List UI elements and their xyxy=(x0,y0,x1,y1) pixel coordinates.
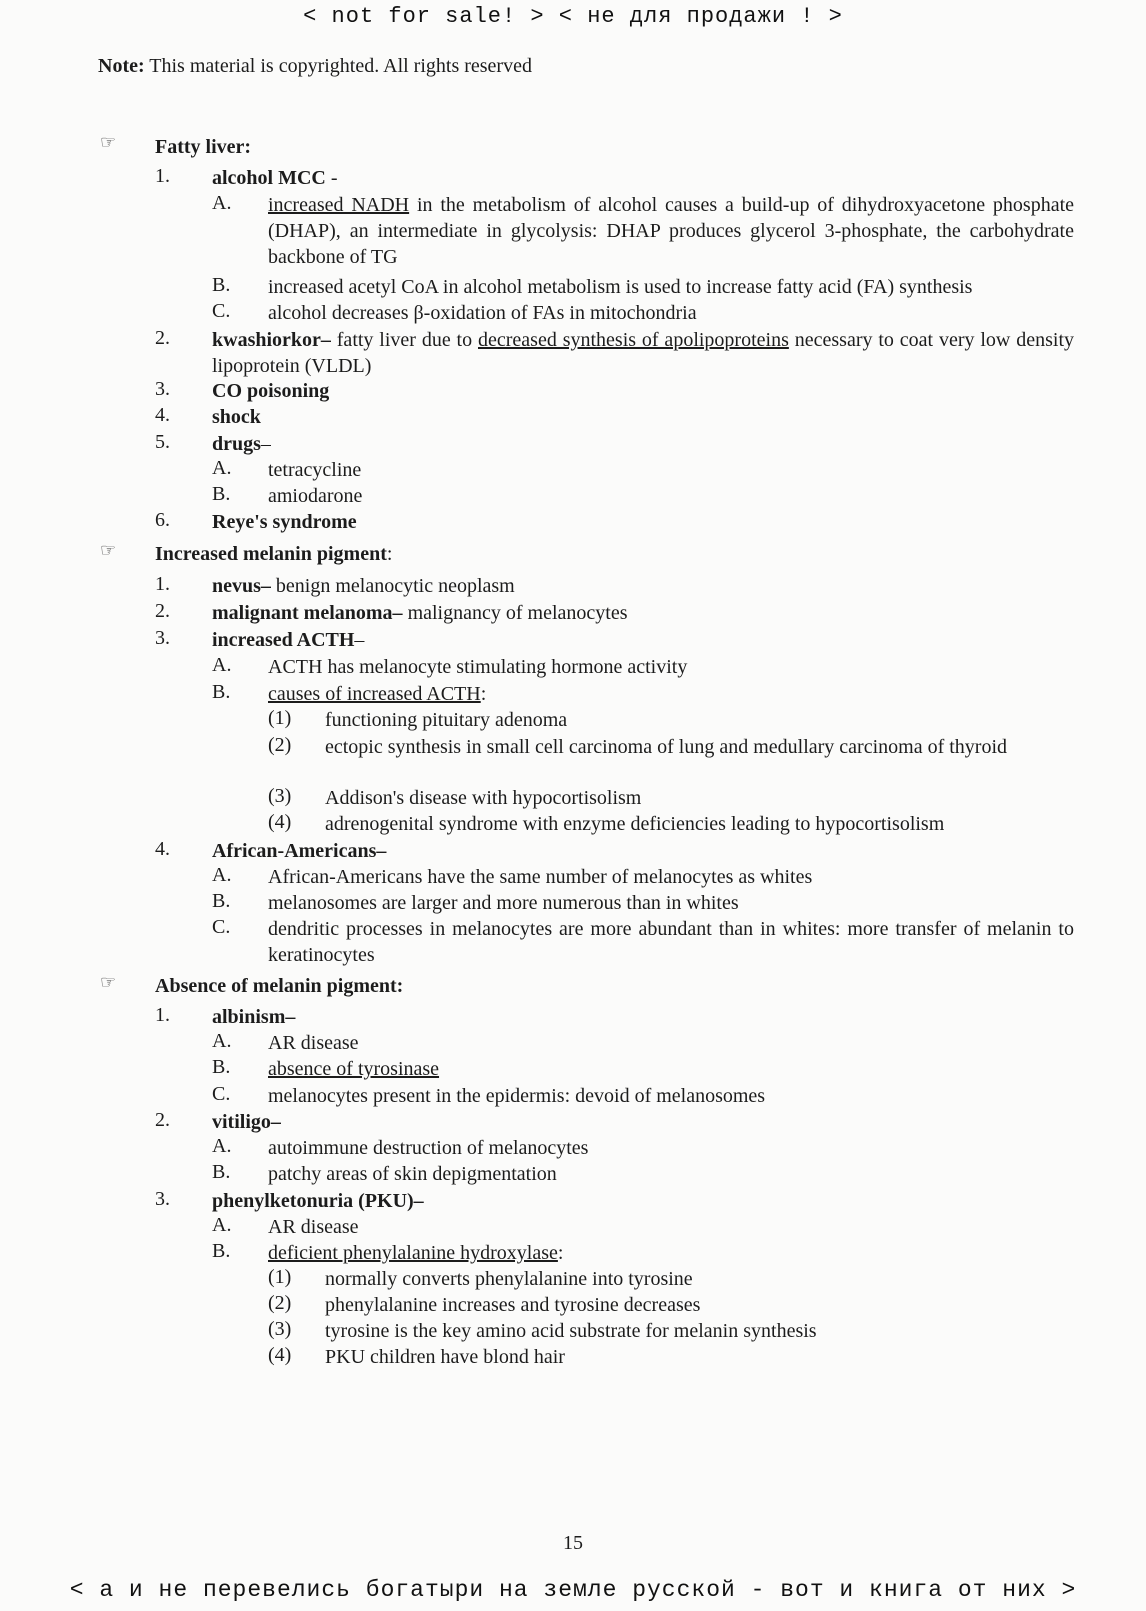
item-number: 4. xyxy=(155,838,170,860)
list-item: tetracycline xyxy=(268,459,362,481)
list-item: absence of tyrosinase xyxy=(268,1058,440,1080)
section-title-absence-melanin: Absence of melanin pigment: xyxy=(155,975,404,997)
list-item: AR disease xyxy=(268,1032,359,1054)
list-item: CO poisoning xyxy=(212,380,330,402)
note-label: Note: xyxy=(98,55,145,77)
item-number: 3. xyxy=(155,1188,170,1210)
bottom-banner: < а и не перевелись богатыри на земле русской - вот и книга от них > xyxy=(69,1577,1077,1603)
item-letter: C. xyxy=(212,1083,231,1105)
list-item: Reye's syndrome xyxy=(212,511,357,533)
list-item: causes of increased ACTH: xyxy=(268,683,487,705)
list-item: shock xyxy=(212,406,261,428)
list-item: albinism– xyxy=(212,1006,296,1028)
item-paren: (4) xyxy=(268,1344,292,1366)
list-item: normally converts phenylalanine into tyrosine xyxy=(325,1268,693,1290)
item-number: 2. xyxy=(155,1109,170,1131)
pointing-hand-icon: ☞ xyxy=(100,132,117,153)
list-item: functioning pituitary adenoma xyxy=(325,709,568,731)
item-paren: (1) xyxy=(268,707,292,729)
list-item: increased ACTH– xyxy=(212,629,365,651)
item-letter: A. xyxy=(212,654,232,676)
list-item: nevus– benign melanocytic neoplasm xyxy=(212,575,515,597)
list-item: alcohol MCC - xyxy=(212,167,338,189)
item-letter: A. xyxy=(212,864,232,886)
list-item: autoimmune destruction of melanocytes xyxy=(268,1137,589,1159)
item-letter: B. xyxy=(212,890,231,912)
item-letter: B. xyxy=(212,681,231,703)
list-item: ACTH has melanocyte stimulating hormone activity xyxy=(268,656,688,678)
item-letter: B. xyxy=(212,1161,231,1183)
copyright-note xyxy=(98,55,532,78)
list-item: drugs– xyxy=(212,433,271,455)
item-number: 4. xyxy=(155,404,170,426)
list-item: adrenogenital syndrome with enzyme deficiencies leading to hypocortisolism xyxy=(325,813,945,835)
top-banner: < not for sale! > < не для продажи ! > xyxy=(303,4,843,29)
list-item: phenylalanine increases and tyrosine decreases xyxy=(325,1294,701,1316)
list-item: PKU children have blond hair xyxy=(325,1346,565,1368)
pointing-hand-icon: ☞ xyxy=(100,972,117,993)
list-item: melanosomes are larger and more numerous than in whites xyxy=(268,892,739,914)
item-letter: B. xyxy=(212,483,231,505)
list-item: melanocytes present in the epidermis: devoid of melanosomes xyxy=(268,1085,766,1107)
item-number: 6. xyxy=(155,509,170,531)
item-number: 3. xyxy=(155,627,170,649)
section-title-fatty-liver: Fatty liver: xyxy=(155,136,252,158)
page-number: 15 xyxy=(563,1532,583,1554)
list-item: phenylketonuria (PKU)– xyxy=(212,1190,424,1212)
item-letter: C. xyxy=(212,300,231,322)
item-paren: (2) xyxy=(268,1292,292,1314)
list-item: ectopic synthesis in small cell carcinoma of lung and medullary carcinoma of thyroid xyxy=(325,736,1008,758)
pointing-hand-icon: ☞ xyxy=(100,540,117,561)
item-number: 1. xyxy=(155,165,170,187)
item-number: 1. xyxy=(155,573,170,595)
list-item: increased acetyl CoA in alcohol metabolism is used to increase fatty acid (FA) synthesis xyxy=(268,276,973,298)
item-paren: (4) xyxy=(268,811,292,833)
item-number: 3. xyxy=(155,378,170,400)
list-item: vitiligo– xyxy=(212,1111,281,1133)
item-letter: B. xyxy=(212,1240,231,1262)
list-item: African-Americans have the same number of melanocytes as whites xyxy=(268,866,813,888)
list-item: increased NADH in the metabolism of alcohol causes a build-up of dihydroxyacetone phosphate (DHAP), an intermediate in glycolysis: DHAP produces glycerol 3-phosphate, the carbohydrate backbone of TG xyxy=(268,194,1074,268)
list-item: tyrosine is the key amino acid substrate for melanin synthesis xyxy=(325,1320,817,1342)
item-letter: C. xyxy=(212,916,231,938)
note-text: This material is copyrighted. All rights reserved xyxy=(149,55,532,77)
item-letter: A. xyxy=(212,457,232,479)
item-number: 2. xyxy=(155,327,170,349)
list-item: patchy areas of skin depigmentation xyxy=(268,1163,557,1185)
item-letter: A. xyxy=(212,1214,232,1236)
item-letter: B. xyxy=(212,1056,231,1078)
item-paren: (2) xyxy=(268,734,292,756)
item-paren: (3) xyxy=(268,785,292,807)
item-letter: B. xyxy=(212,274,231,296)
list-item: AR disease xyxy=(268,1216,359,1238)
section-title-increased-melanin: Increased melanin pigment: xyxy=(155,543,393,565)
item-letter: A. xyxy=(212,1030,232,1052)
item-paren: (3) xyxy=(268,1318,292,1340)
item-number: 5. xyxy=(155,431,170,453)
list-item: Addison's disease with hypocortisolism xyxy=(325,787,642,809)
item-paren: (1) xyxy=(268,1266,292,1288)
list-item: deficient phenylalanine hydroxylase: xyxy=(268,1242,564,1264)
item-letter: A. xyxy=(212,192,232,214)
list-item: kwashiorkor– fatty liver due to decreased synthesis of apolipoproteins necessary to coat very low density lipoprotein (VLDL) xyxy=(212,329,1075,377)
list-item: alcohol decreases β-oxidation of FAs in mitochondria xyxy=(268,302,697,324)
item-letter: A. xyxy=(212,1135,232,1157)
list-item: amiodarone xyxy=(268,485,363,507)
list-item: dendritic processes in melanocytes are more abundant than in whites: more transfer of melanin to keratinocytes xyxy=(268,918,1074,966)
item-number: 2. xyxy=(155,600,170,622)
list-item: African-Americans– xyxy=(212,840,387,862)
list-item: malignant melanoma– malignancy of melanocytes xyxy=(212,602,628,624)
item-number: 1. xyxy=(155,1004,170,1026)
